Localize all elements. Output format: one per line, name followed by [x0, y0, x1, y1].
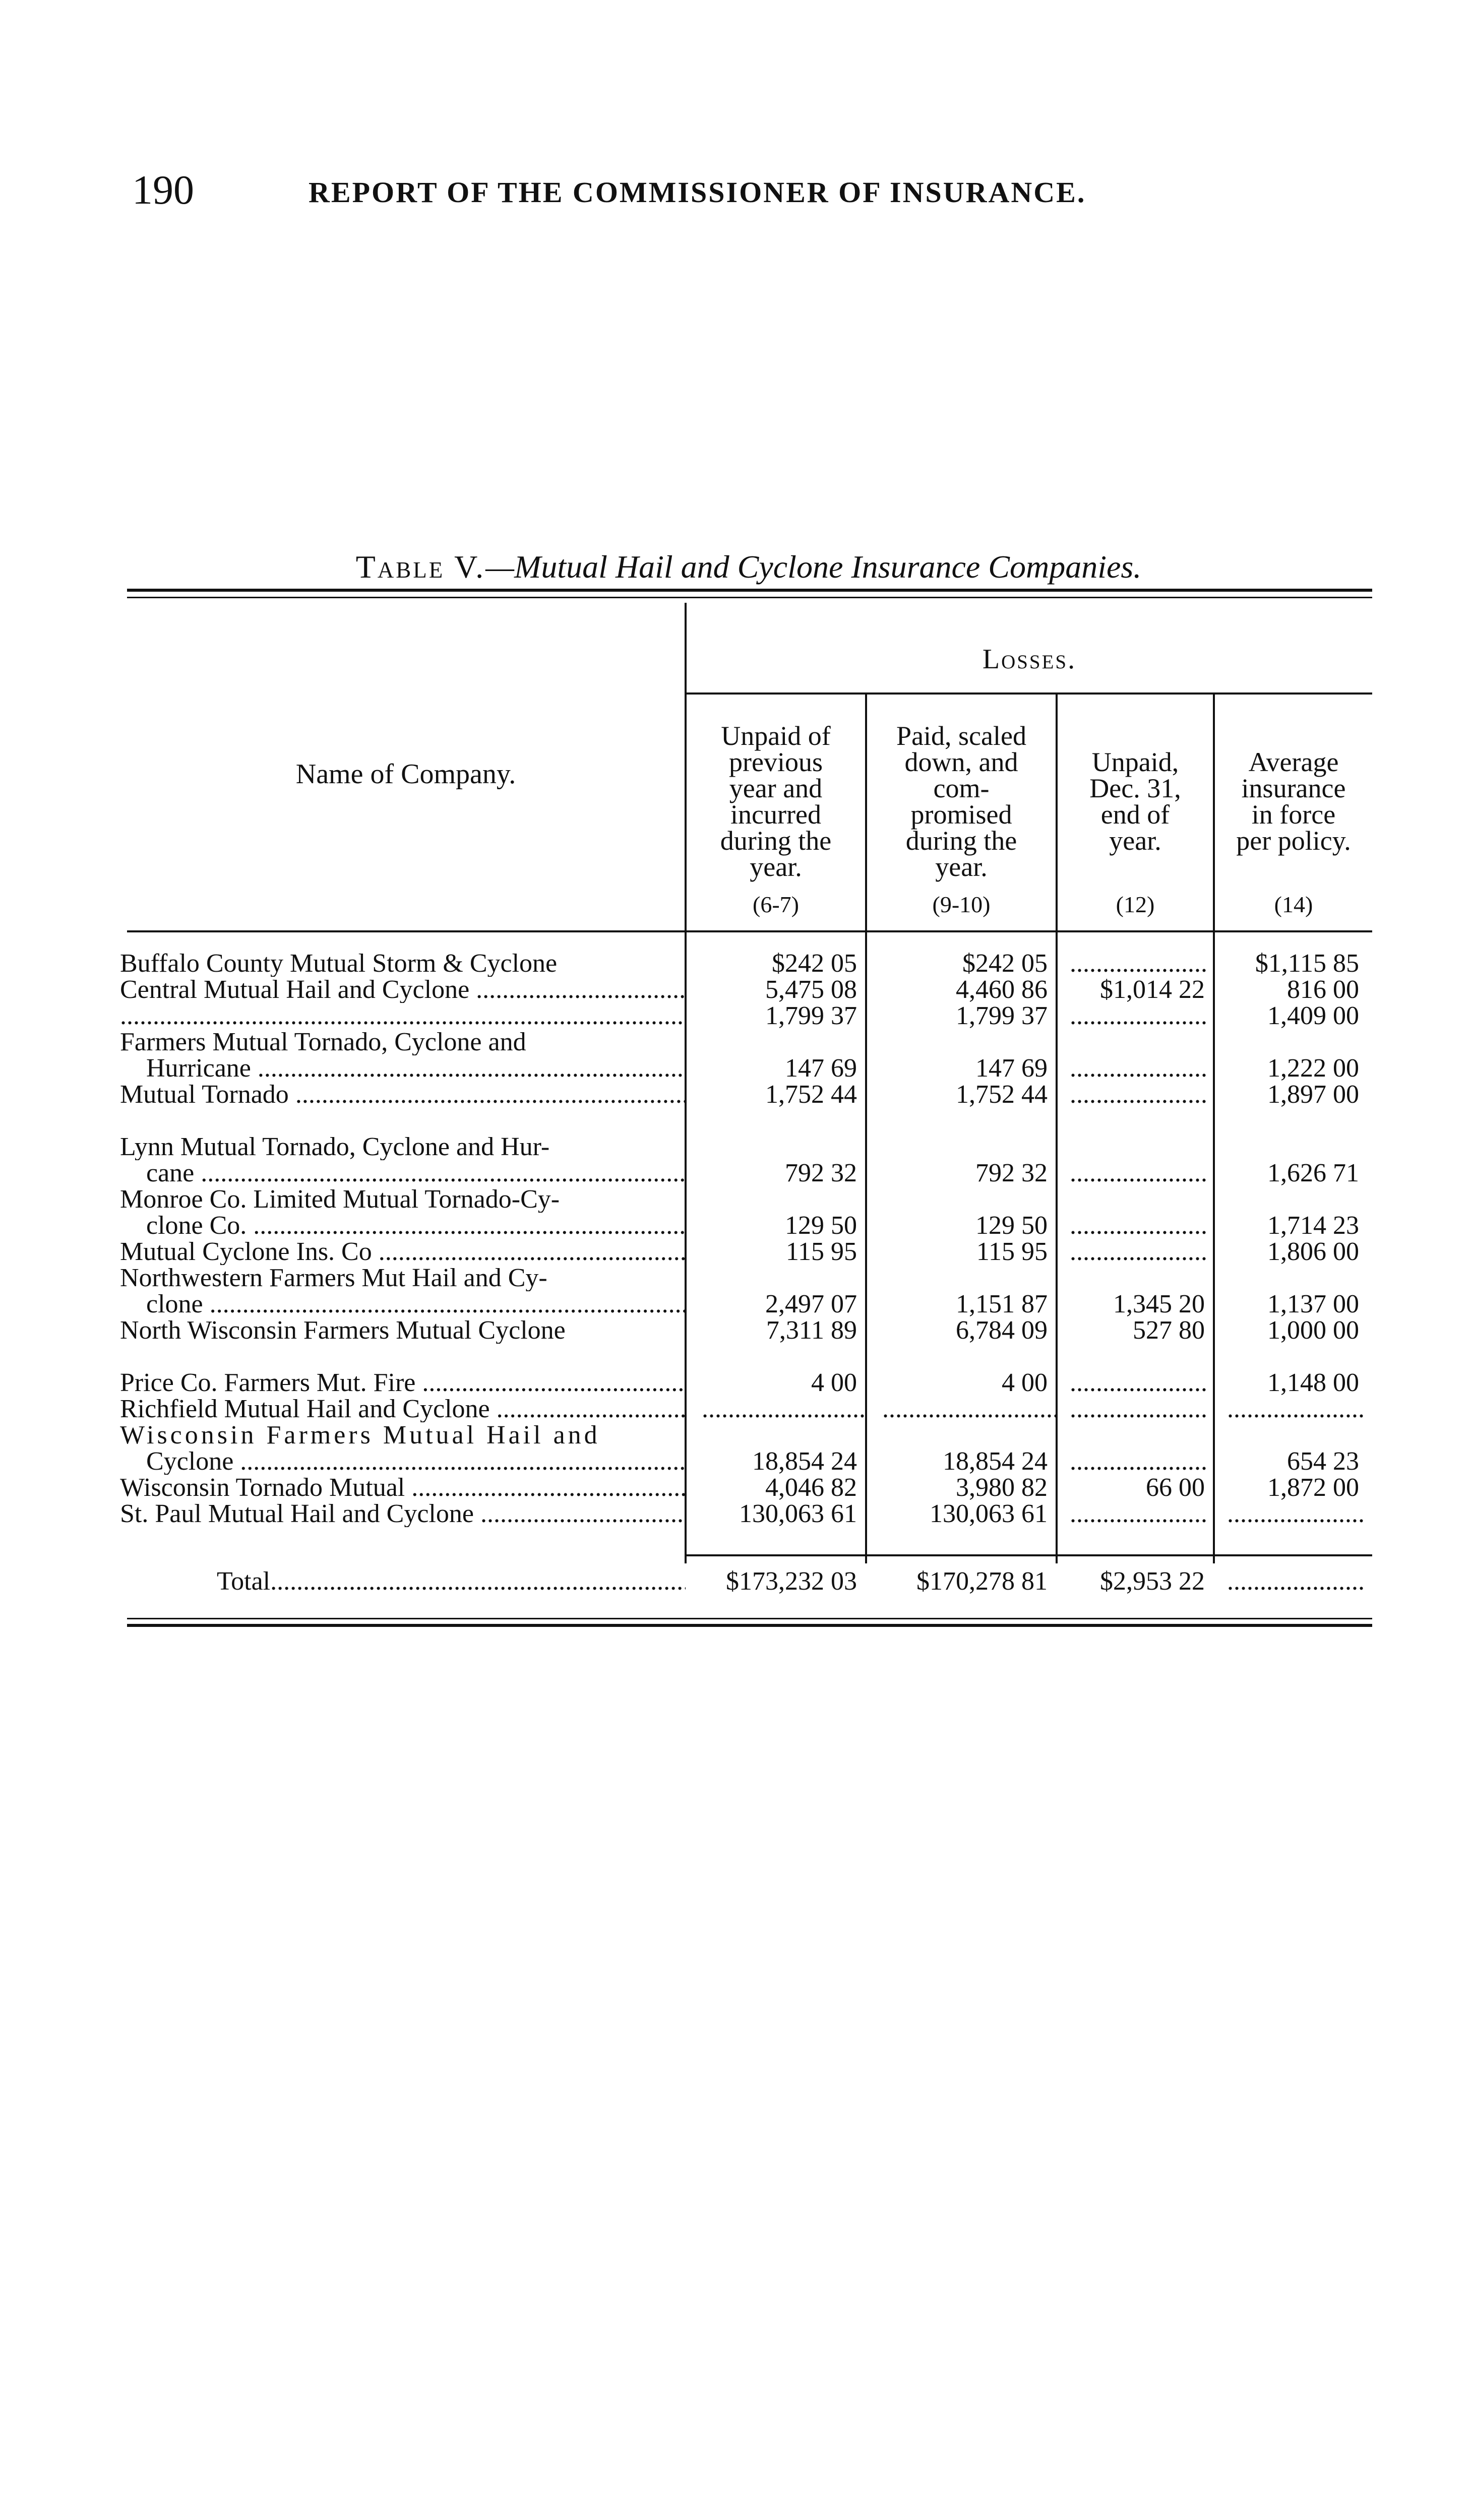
cell-average-insurance: 1,000 00 — [1267, 1316, 1359, 1345]
header-col-1-line: incurred — [730, 799, 821, 830]
header-col-3-line: Unpaid, — [1091, 747, 1179, 777]
cell-average-insurance: 1,714 23 — [1267, 1211, 1359, 1240]
cell-unpaid-previous: 18,854 24 — [752, 1447, 857, 1476]
cell-paid: 792 32 — [975, 1159, 1048, 1187]
leader-dots — [1070, 1448, 1206, 1475]
cell-paid: 1,151 87 — [956, 1290, 1048, 1318]
header-col-3-line: end of — [1100, 799, 1170, 830]
header-col-2-line: Paid, scaled — [896, 721, 1026, 751]
cell-unpaid-dec31: $1,014 22 — [1100, 975, 1205, 1004]
cell-unpaid-previous: 792 32 — [785, 1159, 857, 1187]
cell-average-insurance: 1,148 00 — [1267, 1368, 1359, 1397]
header-col-3-line: Dec. 31, — [1089, 773, 1181, 803]
header-col-2-line: promised — [910, 799, 1012, 830]
cell-paid: $242 05 — [962, 949, 1048, 978]
cell-paid: 4 00 — [1002, 1368, 1048, 1397]
leader-dots — [1070, 1055, 1206, 1082]
header-col-2-line: during the — [905, 826, 1017, 856]
cell-average-insurance: 1,872 00 — [1267, 1473, 1359, 1502]
cell-average-insurance: 1,222 00 — [1267, 1054, 1359, 1083]
company-name: St. Paul Mutual Hail and Cyclone ..... — [120, 1501, 685, 1527]
header-col-3 — [1058, 749, 1213, 854]
cell-average-insurance: 1,137 00 — [1267, 1290, 1359, 1318]
header-col-1-line: Unpaid of — [721, 721, 831, 751]
company-name: Farmers Mutual Tornado, Cyclone and — [120, 1029, 526, 1055]
cell-unpaid-dec31: 66 00 — [1146, 1473, 1205, 1502]
company-name-cont: Cyclone ..... — [146, 1448, 685, 1475]
cell-unpaid-previous: 129 50 — [785, 1211, 857, 1240]
company-name: Northwestern Farmers Mut Hail and Cy- — [120, 1265, 547, 1291]
leader-dots — [1070, 1501, 1206, 1527]
cell-paid: 130,063 61 — [930, 1499, 1048, 1528]
header-losses: Losses. — [982, 644, 1077, 675]
total-unpaid-dec31: $2,953 22 — [1100, 1567, 1205, 1596]
bottom-rule — [127, 1624, 1372, 1627]
cell-average-insurance: 816 00 — [1287, 975, 1359, 1004]
running-title: REPORT OF THE COMMISSIONER OF INSURANCE. — [309, 176, 1086, 209]
leader-dots — [1070, 1396, 1206, 1422]
cell-unpaid-previous: 147 69 — [785, 1054, 857, 1083]
leader-dots — [1227, 1501, 1366, 1527]
page-number: 190 — [132, 167, 194, 213]
company-name-cont: Hurricane ..... — [146, 1055, 685, 1082]
company-name-cont: clone ..... — [146, 1291, 685, 1317]
cell-unpaid-dec31: 1,345 20 — [1113, 1290, 1205, 1318]
company-name: Wisconsin Farmers Mutual Hail and — [120, 1422, 600, 1448]
company-name: Monroe Co. Limited Mutual Tornado-Cy- — [120, 1186, 560, 1213]
company-name: Price Co. Farmers Mut. Fire ..... — [120, 1370, 685, 1396]
company-name-cont: clone Co. ..... — [146, 1213, 685, 1239]
leader-dots — [1070, 1003, 1206, 1029]
cell-average-insurance: 1,897 00 — [1267, 1080, 1359, 1109]
table-label: Table V. — [355, 549, 486, 585]
leader-dots — [1070, 1213, 1206, 1239]
cell-unpaid-previous: 2,497 07 — [765, 1290, 857, 1318]
leader-dots — [702, 1396, 865, 1422]
column-number-3: (12) — [1116, 892, 1155, 917]
cell-unpaid-previous: 4,046 82 — [765, 1473, 857, 1502]
cell-unpaid-previous: 1,799 37 — [765, 1001, 857, 1030]
header-col-4-line: per policy. — [1236, 826, 1351, 856]
total-paid: $170,278 81 — [916, 1567, 1048, 1596]
cell-unpaid-previous: 5,475 08 — [765, 975, 857, 1004]
cell-unpaid-previous: 115 95 — [785, 1237, 857, 1266]
cell-average-insurance: 1,806 00 — [1267, 1237, 1359, 1266]
company-name: Buffalo County Mutual Storm & Cyclone — [120, 951, 558, 977]
cell-unpaid-previous: 7,311 89 — [766, 1316, 857, 1345]
total-unpaid-previous: $173,232 03 — [726, 1567, 857, 1596]
header-col-2-line: year. — [935, 852, 988, 882]
bottom-rule-thin — [127, 1618, 1372, 1619]
header-col-1-line: year and — [729, 773, 823, 803]
header-col-4-line: Average — [1248, 747, 1339, 777]
cell-unpaid-dec31: 527 80 — [1133, 1316, 1205, 1345]
header-col-1-line: during the — [720, 826, 832, 856]
company-name: Mutual Cyclone Ins. Co ..... — [120, 1239, 685, 1265]
header-col-3-line: year. — [1109, 826, 1161, 856]
header-col-1-line: previous — [729, 747, 823, 777]
header-col-2 — [867, 723, 1056, 880]
leader-dots — [1070, 951, 1206, 977]
cell-paid: 1,799 37 — [956, 1001, 1048, 1030]
cell-paid: 3,980 82 — [956, 1473, 1048, 1502]
total-top-rule — [687, 1554, 1372, 1556]
cell-unpaid-previous: $242 05 — [772, 949, 857, 978]
top-rule-thin — [127, 597, 1372, 598]
cell-unpaid-previous: 1,752 44 — [765, 1080, 857, 1109]
cell-average-insurance: $1,115 85 — [1255, 949, 1359, 978]
header-name-of-company: Name of Company. — [295, 759, 516, 790]
company-name: Mutual Tornado ..... — [120, 1082, 685, 1108]
company-name: North Wisconsin Farmers Mutual Cyclone — [120, 1317, 566, 1344]
cell-paid: 1,752 44 — [956, 1080, 1048, 1109]
cell-paid: 4,460 86 — [956, 975, 1048, 1004]
cell-average-insurance: 1,409 00 — [1267, 1001, 1359, 1030]
cell-paid: 18,854 24 — [943, 1447, 1048, 1476]
leader-dots — [1070, 1082, 1206, 1108]
company-name: Lynn Mutual Tornado, Cyclone and Hur- — [120, 1134, 550, 1160]
cell-paid: 147 69 — [975, 1054, 1048, 1083]
cell-average-insurance: 1,626 71 — [1267, 1159, 1359, 1187]
cell-unpaid-previous: 130,063 61 — [739, 1499, 857, 1528]
table-caption: —Mutual Hail and Cyclone Insurance Companies. — [485, 549, 1142, 585]
leader-dots — [1070, 1239, 1206, 1265]
company-name: Wisconsin Tornado Mutual ..... — [120, 1475, 685, 1501]
table-title — [126, 548, 1371, 586]
header-col-1 — [687, 723, 865, 880]
leader-dots — [882, 1396, 1056, 1422]
leader-dots — [1227, 1568, 1366, 1595]
cell-paid: 6,784 09 — [956, 1316, 1048, 1345]
column-number-1: (6-7) — [753, 892, 799, 917]
header-col-1-line: year. — [750, 852, 802, 882]
cell-average-insurance: 654 23 — [1287, 1447, 1359, 1476]
column-number-4: (14) — [1274, 892, 1313, 917]
header-col-4-line: in force — [1251, 799, 1336, 830]
company-name-cont: cane ..... — [146, 1160, 685, 1186]
column-number-2: (9-10) — [932, 892, 991, 917]
header-col-4 — [1215, 749, 1372, 854]
top-rule — [127, 589, 1372, 592]
company-name: Central Mutual Hail and Cyclone ..... — [120, 977, 685, 1003]
header-col-4-line: insurance — [1241, 773, 1346, 803]
header-bottom-rule — [127, 930, 1372, 932]
cell-unpaid-previous: 4 00 — [811, 1368, 857, 1397]
losses-rule — [687, 692, 1372, 695]
company-name — [120, 1003, 685, 1029]
cell-paid: 115 95 — [976, 1237, 1048, 1266]
header-col-2-line: com- — [933, 773, 990, 803]
page-header — [132, 166, 1372, 227]
header-col-2-line: down, and — [904, 747, 1018, 777]
cell-paid: 129 50 — [975, 1211, 1048, 1240]
company-name: Richfield Mutual Hail and Cyclone ..... — [120, 1396, 685, 1422]
total-label: Total ..... — [217, 1568, 686, 1595]
leader-dots — [1227, 1396, 1366, 1422]
leader-dots — [1070, 1370, 1206, 1396]
leader-dots — [1070, 1160, 1206, 1186]
